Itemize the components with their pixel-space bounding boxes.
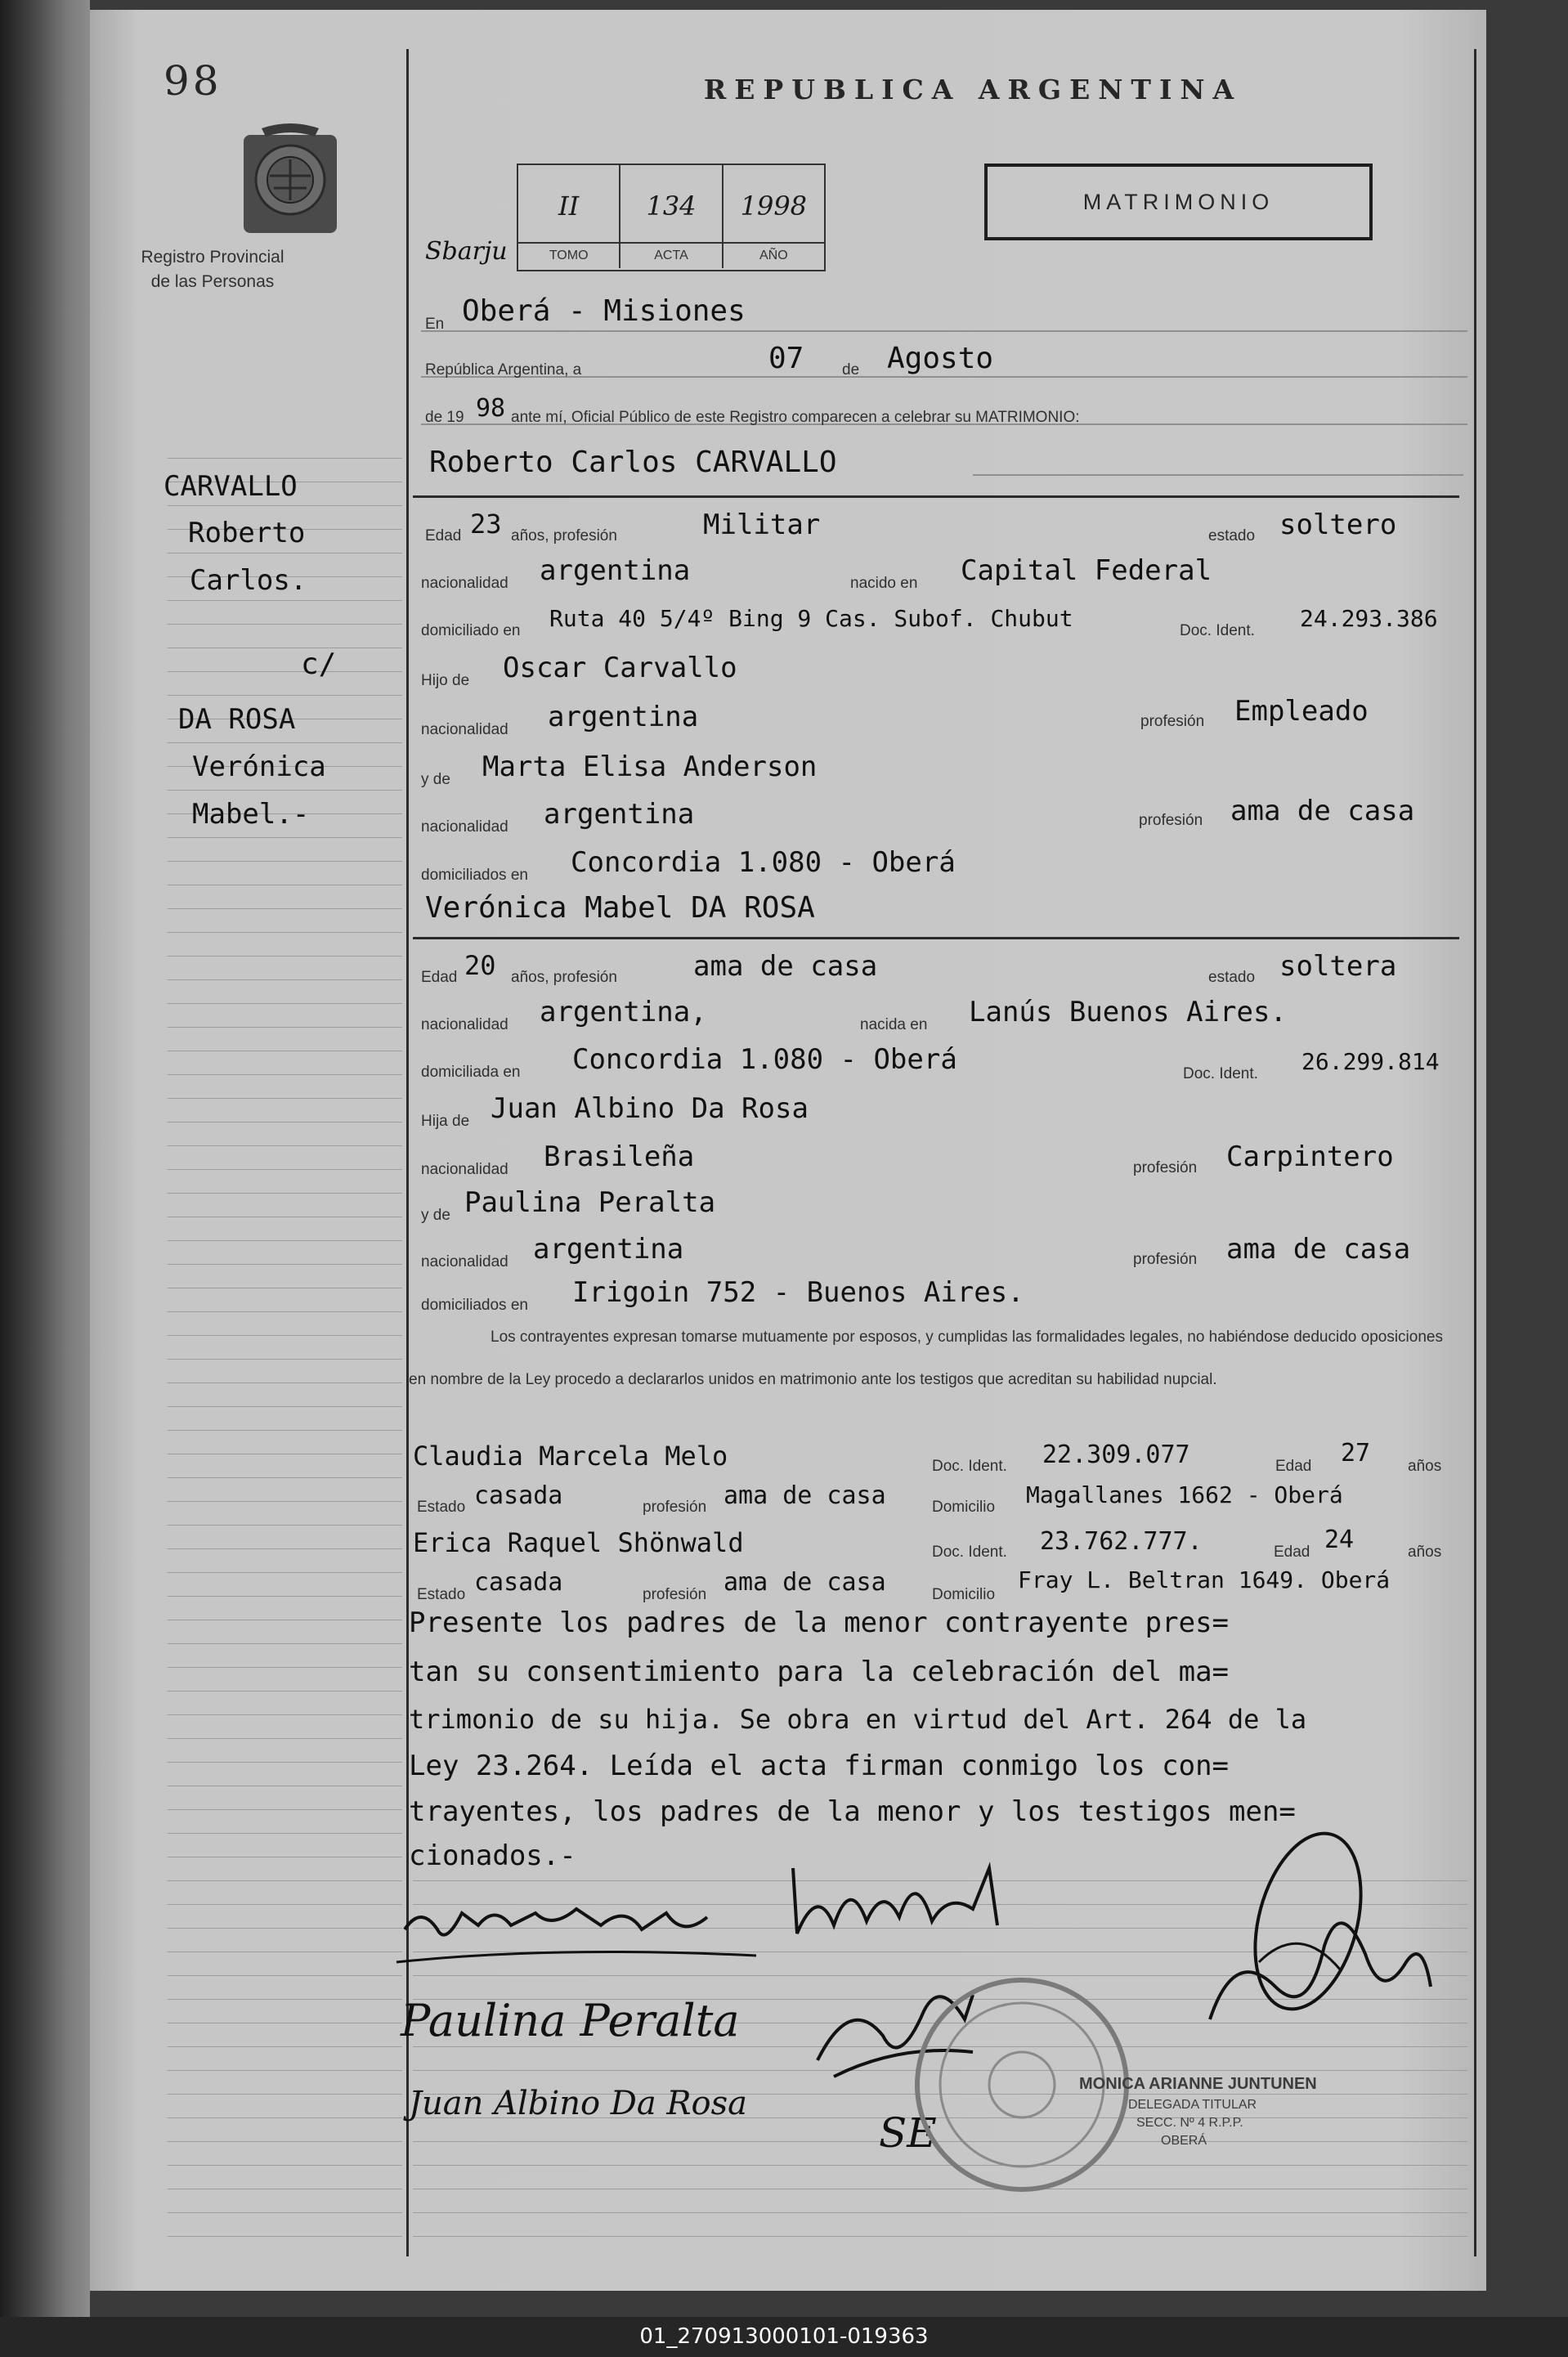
observation-line-6: cionados.- [409,1839,576,1872]
stamp-section: SECC. Nº 4 R.P.P. [1136,2116,1243,2130]
bride-doc: 26.299.814 [1301,1048,1440,1075]
bride-estado-label: estado [1208,969,1256,986]
en-label: En [425,316,445,333]
ruled-line [168,671,402,672]
groom-mother-label: y de [421,771,450,788]
declaration-text: Los contrayentes expresan tomarse mutuamente por esposos, y cumplidas las formalidades legales, no habiéndose deducido oposiciones en nombre de la Ley procedo a declararlos unidos en matrimonio ante los testigos que acreditan su habilidad nupcial. [409,1329,1443,1388]
ceremony-text: ante mí, Oficial Público de este Registro comparecen a celebrar su MATRIMONIO: [511,409,1080,426]
ruled-line [168,1643,402,1644]
ruled-line [168,837,402,838]
folio-number: 98 [164,57,222,105]
observation-line-2: tan su consentimiento para la celebración del ma= [409,1656,1230,1688]
groom-edad-label: Edad [425,527,462,544]
margin-conjunction: c/ [301,648,337,681]
ruled-line [168,1382,402,1383]
bride-nacionalidad: argentina, [540,996,707,1028]
bride-full-name: Verónica Mabel DA ROSA [425,891,815,925]
witness-1-doc-label: Doc. Ident. [932,1458,1007,1475]
tomo-label: TOMO [518,242,620,268]
witness-1-anos-label: años [1408,1458,1442,1475]
groom-parents-dom-label: domiciliados en [421,867,528,884]
ruled-line [168,1477,402,1478]
groom-father-nac: argentina [548,701,699,733]
bride-nacida: Lanús Buenos Aires. [969,996,1287,1028]
signature-witness-large [1161,1823,1439,2093]
witness-2-dom-label: Domicilio [932,1586,996,1603]
certificate-type-box: MATRIMONIO [984,164,1373,240]
stamp-officer-title: DELEGADA TITULAR [1128,2098,1257,2112]
bride-father: Juan Albino Da Rosa [491,1092,809,1125]
ruled-line [168,2236,402,2237]
margin-surname-bride: DA ROSA [178,703,296,736]
groom-mother-nac-label: nacionalidad [421,818,508,836]
line-place [421,330,1467,332]
groom-estado: soltero [1279,509,1397,541]
ruled-line [168,1691,402,1692]
ruled-line [413,2236,1467,2237]
witness-1-domicilio: Magallanes 1662 - Oberá [1026,1481,1343,1508]
registry-line-1: Registro Provincial [141,248,284,267]
ruled-line [168,1311,402,1312]
groom-nacido: Capital Federal [961,554,1212,587]
ruled-line [168,1975,402,1976]
registry-book-box [517,164,826,271]
registry-name [106,245,319,294]
witness-2-domicilio: Fray L. Beltran 1649. Oberá [1018,1566,1391,1593]
book-binding [0,0,90,2317]
ruled-line [168,695,402,696]
bride-nac-label: nacionalidad [421,1016,508,1033]
ruled-line [168,1951,402,1952]
witness-1-name: Claudia Marcela Melo [413,1441,728,1472]
bride-dom-label: domiciliada en [421,1064,521,1081]
bride-father-nac-label: nacionalidad [421,1161,508,1178]
ruled-line [168,600,402,601]
bride-mother-prof-label: profesión [1133,1251,1198,1268]
groom-parents-dom: Concordia 1.080 - Oberá [571,846,956,879]
ruled-line [168,1406,402,1407]
de-label: de [842,361,860,379]
bride-divider [413,937,1459,939]
tomo-value: II [518,165,620,242]
ruled-line [168,2212,402,2213]
witness-2-estado-label: Estado [417,1586,466,1603]
witness-2-doc-label: Doc. Ident. [932,1544,1007,1561]
image-caption: 01_270913000101-019363 [0,2317,1568,2357]
provincial-seal-icon [237,119,343,241]
witness-2-prof-label: profesión [643,1586,707,1603]
ruled-line [168,505,402,506]
groom-doc: 24.293.386 [1300,605,1438,632]
ruled-line [168,1240,402,1241]
margin-surname-groom: CARVALLO [164,470,298,503]
signature-groom [388,1880,773,1978]
ruled-line [168,1833,402,1834]
ruled-line [168,1904,402,1905]
bride-edad: 20 [464,950,496,981]
day-value: 07 [768,342,804,375]
month-value: Agosto [887,342,994,375]
groom-father: Oscar Carvallo [503,652,737,684]
groom-divider [413,495,1459,498]
ruled-line [168,624,402,625]
margin-name-4: Mabel.- [192,798,310,831]
groom-doc-label: Doc. Ident. [1180,622,1255,639]
ruled-line [168,2165,402,2166]
ruled-line [168,1809,402,1810]
ruled-line [168,1928,402,1929]
witness-2-name: Erica Raquel Shönwald [413,1527,744,1558]
ruled-line [168,1596,402,1597]
bride-mother-prof: ama de casa [1226,1233,1411,1266]
ruled-line [168,2070,402,2071]
groom-mother: Marta Elisa Anderson [482,751,818,783]
witness-2-edad-label: Edad [1274,1544,1310,1561]
registry-side-note: Sbarju [425,237,508,266]
ruled-line [168,1003,402,1004]
groom-nac-label: nacionalidad [421,575,508,592]
year-suffix: 98 [476,394,506,423]
ano-value: 1998 [740,190,808,222]
witness-1-prof-label: profesión [643,1499,707,1516]
observation-line-4: Ley 23.264. Leída el acta firman conmigo los con= [409,1750,1230,1782]
witness-2-anos-label: años [1408,1544,1442,1561]
initials-signature: SE [879,2109,937,2157]
bride-parents-dom-label: domiciliados en [421,1297,528,1314]
ruled-line [168,2094,402,2095]
bride-estado: soltera [1279,950,1397,983]
witness-2-estado: casada [474,1568,563,1597]
witness-1-edad-label: Edad [1275,1458,1312,1475]
groom-father-prof-label: profesión [1140,713,1205,730]
ruled-line [168,1667,402,1668]
witness-1-estado: casada [474,1481,563,1510]
ruled-line [168,1145,402,1146]
ruled-line [168,1880,402,1881]
ruled-line [168,932,402,933]
bride-father-label: Hija de [421,1113,470,1130]
ruled-line [168,956,402,957]
ruled-line [413,2212,1467,2213]
groom-father-nac-label: nacionalidad [421,721,508,738]
ruled-line [168,1572,402,1573]
ruled-line [168,1999,402,2000]
groom-estado-label: estado [1208,527,1256,544]
ruled-line [168,742,402,743]
ruled-line [168,1264,402,1265]
ruled-line [168,458,402,459]
groom-mother-prof-label: profesión [1139,812,1203,829]
signature-bride [785,1852,1030,1950]
stamp-place: OBERÁ [1161,2134,1207,2148]
stamp-officer-name: MONICA ARIANNE JUNTUNEN [1079,2075,1317,2093]
ruled-line [168,908,402,909]
right-border [1474,49,1476,2256]
margin-name-2: Carlos. [190,564,307,597]
groom-full-name: Roberto Carlos CARVALLO [429,446,837,479]
ruled-line [168,1762,402,1763]
witness-1-estado-label: Estado [417,1499,466,1516]
groom-father-label: Hijo de [421,672,470,689]
ruled-line [168,2117,402,2118]
ruled-line [168,1548,402,1549]
bride-anos-prof-label: años, profesión [511,969,617,986]
ruled-line [168,861,402,862]
ruled-line [168,979,402,980]
groom-father-prof: Empleado [1234,695,1369,728]
ruled-line [168,1501,402,1502]
groom-edad: 23 [470,509,502,540]
acta-label: ACTA [620,242,723,268]
bride-father-prof-label: profesión [1133,1159,1198,1176]
ruled-line [168,1359,402,1360]
groom-dom-label: domiciliado en [421,622,521,639]
groom-nacido-label: nacido en [850,575,918,592]
witness-1-profesion: ama de casa [724,1481,886,1510]
groom-mother-nac: argentina [544,798,695,831]
bride-mother-nac-label: nacionalidad [421,1253,508,1270]
ruled-line [168,1169,402,1170]
observation-line-1: Presente los padres de la menor contrayente pres= [409,1606,1230,1639]
country-heading: REPUBLICA ARGENTINA [703,74,1243,105]
ruled-line [168,1335,402,1336]
republica-label: República Argentina, a [425,361,582,379]
ano-label: AÑO [724,242,824,268]
groom-domicilio: Ruta 40 5/4º Bing 9 Cas. Subof. Chubut [549,605,1073,632]
groom-mother-prof: ama de casa [1230,795,1415,827]
bride-father-nac: Brasileña [544,1140,695,1173]
ruled-line [168,1027,402,1028]
year-prefix: de 19 [425,409,464,426]
bride-doc-label: Doc. Ident. [1183,1065,1258,1082]
signature-paulina: Paulina Peralta [401,1995,740,2046]
ruled-line [168,2141,402,2142]
ruled-line [168,1525,402,1526]
bride-father-prof: Carpintero [1226,1140,1394,1173]
bride-parents-dom: Irigoin 752 - Buenos Aires. [572,1276,1024,1309]
groom-name-line [973,474,1463,476]
acta-value: 134 [620,165,723,242]
place-value: Oberá - Misiones [462,294,746,328]
groom-nacionalidad: argentina [540,554,691,587]
witness-2-profesion: ama de casa [724,1568,886,1597]
witness-1-doc: 22.309.077 [1042,1441,1190,1469]
ruled-line [168,790,402,791]
bride-nacida-label: nacida en [860,1016,928,1033]
bride-mother-nac: argentina [533,1233,684,1266]
ruled-line [168,1738,402,1739]
ruled-line [168,1430,402,1431]
ruled-line [168,2046,402,2047]
witness-2-doc: 23.762.777. [1040,1527,1203,1556]
witness-2-edad: 24 [1324,1526,1355,1554]
bride-profesion: ama de casa [693,950,878,983]
bride-domicilio: Concordia 1.080 - Oberá [572,1043,957,1076]
bride-mother-label: y de [421,1207,450,1224]
bride-mother: Paulina Peralta [464,1186,716,1219]
ruled-line [168,1714,402,1715]
groom-profesion: Militar [703,509,821,541]
margin-name-1: Roberto [188,517,306,549]
ruled-line [168,1193,402,1194]
bride-edad-label: Edad [421,969,458,986]
ruled-line [168,1074,402,1075]
observation-line-3: trimonio de su hija. Se obra en virtud del Art. 264 de la [409,1704,1307,1735]
margin-name-3: Verónica [192,751,326,783]
ruled-line [168,1098,402,1099]
groom-anos-prof-label: años, profesión [511,527,617,544]
witness-1-dom-label: Domicilio [932,1499,996,1516]
registry-line-2: de las Personas [150,272,275,291]
signature-juan: Juan Albino Da Rosa [409,2085,747,2122]
observation-line-5: trayentes, los padres de la menor y los testigos men= [409,1795,1296,1828]
witness-1-edad: 27 [1341,1439,1371,1468]
